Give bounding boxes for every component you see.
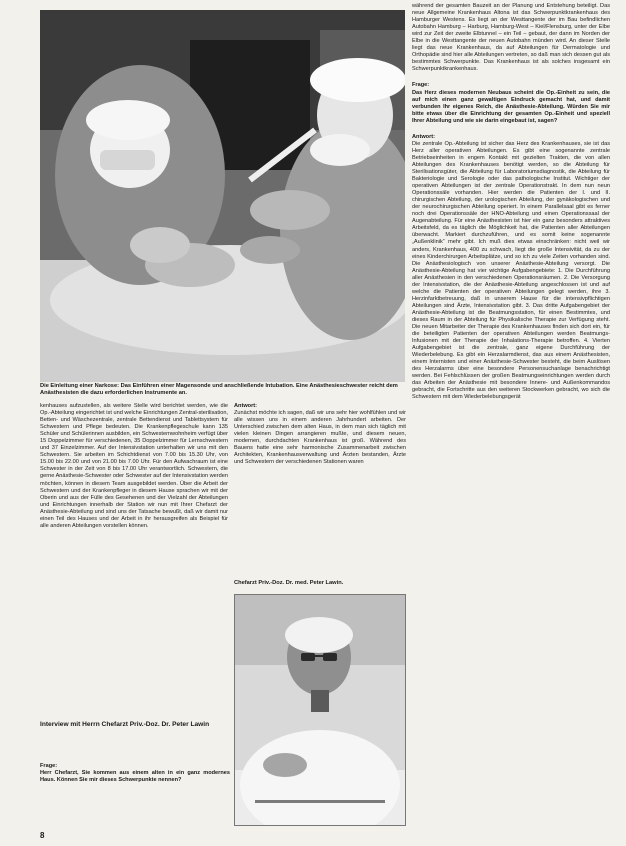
question-text: Herr Chefarzt, Sie kommen aus einem alten in ein ganz modernes Haus. Können Sie mir dieses Schwerpunkte nennen?	[40, 770, 230, 784]
right-question-text: Das Herz dieses modernen Neubaus scheint die Op.-Einheit zu sein, die auf mich einen ganz gewaltigen Eindruck gemacht hat, und damit verbunden Ihr eigenes Reich, die Anästhesie-Abteilung. Würden Sie mir bitte etwas über die Einrichtung der gesamten Op.-Einheit und speziell Ihrer Abteilung und wie sie darin eingebaut ist, sagen?	[412, 89, 610, 124]
right-answer-label: Antwort:	[412, 133, 435, 140]
question-block	[40, 763, 230, 823]
portrait-caption: Chefarzt Priv.-Doz. Dr. med. Peter Lawin.	[234, 580, 344, 586]
top-photo-caption: Die Einleitung einer Narkose: Das Einführen einer Magensonde und anschließende Intubation. Eine Anästhesieschwester reicht dem Anästhesisten die dazu erforderlichen Instrumente an.	[40, 383, 398, 396]
right-answer-text: Die zentrale Op.-Abteilung ist sicher das Herz des Krankenhauses, sie ist das Herz aller operativen Abteilungen. Es gibt eine sogenannte zentrale Betriebseinheiten in engem Kontakt mit gezielten Trakten, die von allen Abteilungen des Krankenhauses benötigt werden, so die Abteilung für Sterilisationsgüter, die Abteilung für Laboratoriumsdiagnostik, die Abteilung für Bakteriologie und Serologie oder das pathologische Institut. Wichtiger der operativen Abteilungen ist der zentrale Operationstrakt. In dem nun neun Operationssäle vorhanden. Hier werden die Patienten der I. und II. chirurgischen Abteilung, der urologischen Abteilung, der gynäkologischen und der neurochirurgischen Abteilung operiert. In einem Parallelsaal gibt es ferner noch drei Operationssäle der HNO-Abteilung und einen Operationssaal der Augenabteilung. Für eine Anästhesisten ist hier ein ganz besonders attraktives Arbeitsfeld, da es täglich die Möglichkeit hat, die Patienten aller Abteilungen überwacht. Markiert durchzuführen, und es somit keine sogenannte „Außenklinik“ mehr gibt. Ich muß dies etwas einschränken: nicht weil wir anders, Krankenhaus, 400 zu schwach, liegt die große Intensivität, da zu der eines Kinderchirurgen Arbeitsplätze, und so ich zu viele Zeiten vorhanden sind. Die Anästhesiologisch von unserer Anästhesie-Abteilung versorgt. Die Anästhesie-Abteilung hat vier wichtige Aufgabengebiete: 1. Die Durchführung aller Anästhesien in den verschiedenen Operationsräumen. 2. Die Versorgung der Intensivstation, die der Anästhesie-Abteilung angeschlossen ist und auf welche die Patienten der operativen Abteilungen gelegt werden, ihre 3. Herzinfarktbetreuung, daß in unserem Hause für die intensivpflichtigen Abteilungen sind Ärzte, Intensivstation gibt. 3. Das dritte Aufgabengebiet der Anästhesie-Abteilung ist die Beatmungsstation, für einen Bestimmtes, und dieses Raum in der Abteilung für Physikalische Therapie zur Verfügung steht. Die neuen Mitarbeiter der Therapie des Krankenhauses finden sich dort ein, für die beteiligten Patienten der operativen Abteilungen werden Beatmungs-Infusionen mit der Therapie der Inhalations-Therapie betroffen. 4. Vierten Aufgabengebiet ist die zentrale, ganz eigene Durchführung der Wiederbelebung. Es gibt ein Herzalarmdienst, das aus einem Anästhesisten, einem Internisten und einer Anästhesie-Schwester besteht, die beim Auslösen des Herzalarms über eine besondere Personensuchanlage benachrichtigt werden. Bei Fehlschlüssen der großen Beatmungseinrichtungen werden durch das Arbeiten der Anästhesie mit besondere Innere- und Außenkommandos gebracht, die Fortschritte aus den weiteren Stockwerken gebracht, wo sich die Schwestern mit dem Wiederbelebungsgerät	[412, 140, 610, 401]
middle-answer-text: Zunächst möchte ich sagen, daß wir uns sehr hier wohlfühlen und wir alle wissen uns in einem anderen Jahrhundert arbeiten. Der Unterschied zwischen dem alten Haus, in dem man sich täglich mit vielen kleinen Dingen arrangieren mußte, und diesem neuen, modernen, durchdachten Krankenhaus ist groß. Während des Bauens hatte eine sehr harmonische Zusammenarbeit zwischen Architekten, Krankenhausverwaltung und Ärzten bestanden, Ärzte und Schwestern der verschiedenen Stationen waren	[234, 410, 406, 466]
right-question-label: Frage:	[412, 82, 430, 89]
anesthesia-photo	[40, 10, 405, 382]
right-column	[412, 3, 610, 829]
operating-room-image	[40, 10, 405, 382]
page-number: 8	[40, 831, 45, 840]
right-intro-text: während der gesamten Bauzeit an der Planung und Entstehung beteiligt. Das neue Allgemeine Krankenhaus Altona ist das Schwerpunktkrankenhaus des Hamburger Westens. Es liegt an der Westtangente der im Bau befindlichen Autobahn Hamburg – Harburg, Hamburg-West – Kiel/Flensburg, unter der Elbe wird zur Zeit der zweite Elbtunnel – ein Teil – gebaut, der dann im Norden der Elbe in die Westtangente der neuen Autobahn münden wird. An dieser Stelle liegt das neue Krankenhaus, da auf Abteilungen für Dermatologie und Orthopädie sind hier alle Abteilungen vertreten, so daß man sich dessen gut als bestimmtes Schwerpunkte. Das Krankenhaus ist als solches insgesamt ein Schwerpunktkrankenhaus.	[412, 3, 610, 73]
middle-answer-label: Antwort:	[234, 403, 257, 409]
doctor-portrait-image	[235, 595, 405, 825]
middle-column	[234, 403, 406, 553]
question-label: Frage:	[40, 763, 58, 769]
portrait-photo	[234, 594, 406, 826]
interview-title: Interview mit Herrn Chefarzt Priv.-Doz. Dr. Peter Lawin	[40, 721, 210, 728]
left-column-text: kenhauses aufzustellen, als weitere Stelle wird berichtet werden, wie die Op.-Abteilung eingerichtet ist und welche Einrichtungen Zentral-sterilisation, Betten- und Wäschezentrale, zentrale Bettendienst und Tablettsystem für Schwestern und Pflege bedeuten. Die Krankenpflegeschule kann 135 Schüler und Schülerinnen ausbilden, ein Schwesternwohnheim verfügt über 15 Doppelzimmer für verschiedenen, 35 Doppelzimmer für Lernschwestern und 37 Einzelzimmer. Auf der Intensivstation unterhalten wir uns mit den Schwestern. Sie arbeiten im Schichtdienst von 7.00 bis 15.30 Uhr, von 15.00 bis 22.00 und von 21.00 bis 7.00 Uhr. Für den Aufwachraum ist eine Schwester in der Zeit von 8 bis 17.00 Uhr verantwortlich. Schwestern, die gerne Anästhesie-Schwester oder Schwester auf der Intensivstation werden möchten, können in diesem Team ausgebildet werden. Über die Arbeit der Schwestern und der Krankenpfleger in diesem Hause sprachen wir mit der Oberin und aus der Fülle des Gesehenen und der Vielzahl der Abteilungen und Einrichtungen innerhalb der Station wir nun mit Ihrer Chefarzt der Anästhesie-Abteilung und sind uns der Tatsache bewußt, daß wir damit nur einen Teil des Hauses und der Arbeit in ihr herausgreifen als Beispiel für alle anderen Abteilungen vorstellen können.	[40, 403, 228, 529]
